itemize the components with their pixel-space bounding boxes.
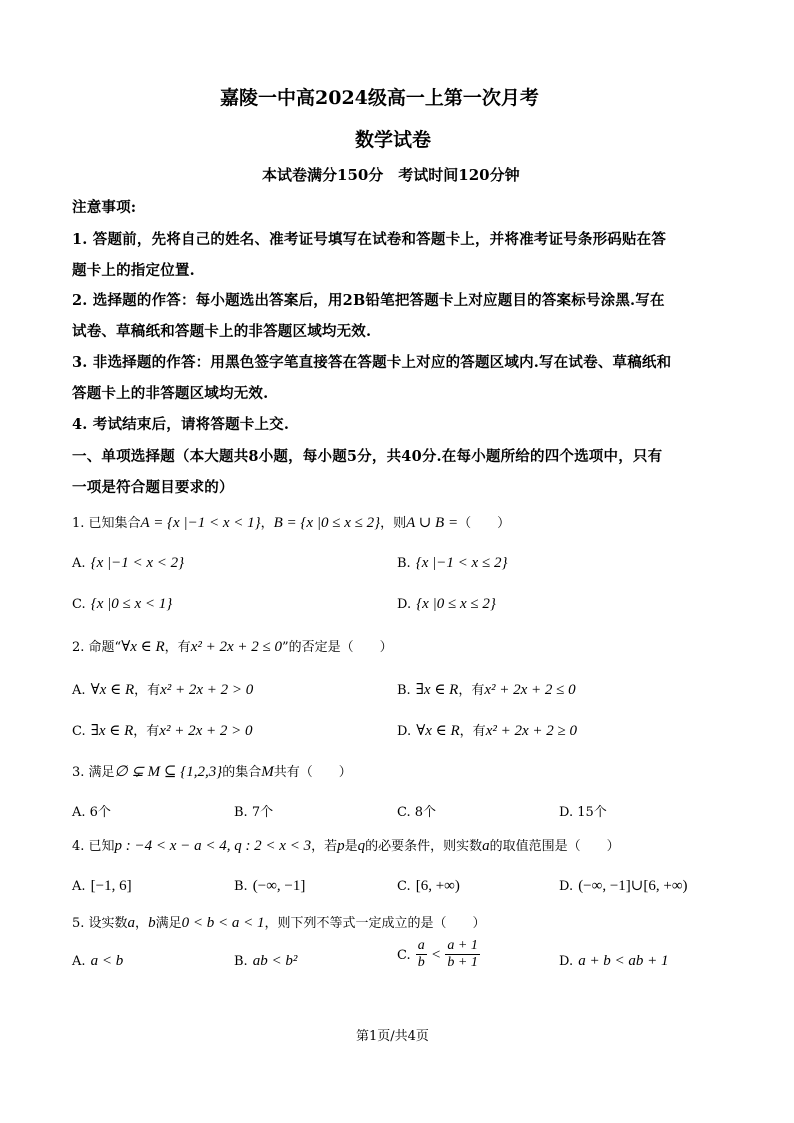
- option-letter: A.: [72, 879, 86, 894]
- q5-stem-suffix: ，则下列不等式一定成立的是（ ）: [264, 916, 486, 931]
- q1-paren: （ ）: [458, 516, 511, 531]
- q5-stem-mid: 满足: [155, 916, 182, 931]
- exam-title: 嘉陵一中高2024级高一上第一次月考: [220, 87, 539, 109]
- q1-expression: A ∪ B =: [406, 515, 459, 531]
- question-4-stem: [72, 835, 620, 855]
- option-letter: A.: [72, 556, 86, 571]
- q4-q: q: [357, 838, 366, 854]
- q4-conditions: p : −4 < x − a < 4, q : 2 < x < 3: [114, 838, 312, 854]
- question-5-stem: [72, 912, 485, 932]
- option-connector: ，有: [134, 683, 161, 698]
- option-letter: A.: [72, 683, 86, 698]
- note-1-line-2: 题卡上的指定位置.: [72, 262, 195, 279]
- q4-option-c[interactable]: [397, 875, 460, 895]
- q5-condition: 0 < b < a < 1: [181, 915, 265, 931]
- option-letter: C.: [397, 879, 411, 894]
- q5-option-c[interactable]: [397, 938, 480, 971]
- option-value: (−∞, −1]∪[6, +∞): [578, 878, 688, 894]
- note-2-line-2: 试卷、草稿纸和答题卡上的非答题区域均无效.: [72, 323, 372, 340]
- q2-option-d[interactable]: [397, 720, 577, 740]
- page-footer: 第1页/共4页: [356, 1029, 429, 1044]
- fraction-a-over-b: [416, 938, 427, 971]
- q5-a: a: [127, 915, 136, 931]
- option-letter: C.: [397, 948, 411, 963]
- option-value: {x |0 ≤ x < 1}: [90, 596, 173, 612]
- option-letter: D.: [559, 879, 574, 894]
- q3-stem-prefix: 3. 满足: [72, 765, 115, 780]
- option-value: a < b: [90, 953, 124, 969]
- q1-option-c[interactable]: [72, 593, 172, 613]
- q2-inequality: x² + 2x + 2 ≤ 0: [190, 639, 282, 655]
- q5-sep: ，: [135, 916, 149, 931]
- q2-quantifier: ∀x ∈ R: [121, 639, 165, 655]
- q4-option-d[interactable]: [559, 875, 688, 895]
- note-4: 4. 考试结束后，请将答题卡上交.: [72, 416, 290, 433]
- option-value: {x |−1 < x < 2}: [90, 555, 185, 571]
- q3-stem-mid: 的集合: [222, 765, 262, 780]
- q3-stem-suffix: 共有（ ）: [273, 765, 352, 780]
- q2-stem-mid: ，有: [164, 640, 191, 655]
- option-value: x² + 2x + 2 > 0: [160, 682, 254, 698]
- option-connector: ，有: [133, 724, 160, 739]
- numerator: a + 1: [447, 938, 478, 953]
- q2-stem-prefix: 2. 命题“: [72, 640, 122, 655]
- q1-comma: ，: [260, 516, 274, 531]
- q1-option-a[interactable]: [72, 552, 184, 572]
- question-2-stem: [72, 636, 393, 656]
- q1-set-b: B = {x |0 ≤ x ≤ 2}: [273, 515, 381, 531]
- q4-stem-prefix: 4. 已知: [72, 839, 115, 854]
- q3-set-relation: ∅ ⊊ M ⊆ {1,2,3}: [114, 764, 223, 780]
- note-2-line-1: 2. 选择题的作答：每小题选出答案后，用2B铅笔把答题卡上对应题目的答案标号涂黑.写在: [72, 292, 665, 309]
- question-1-stem: [72, 512, 510, 532]
- option-value: ab < b²: [252, 953, 298, 969]
- q3-option-b[interactable]: B. 7个: [234, 805, 274, 820]
- section-1-heading-line-2: 一项是符合题目要求的）: [72, 479, 234, 496]
- option-letter: B.: [397, 683, 411, 698]
- note-3-line-2: 答题卡上的非答题区域均无效.: [72, 385, 269, 402]
- option-quantifier: ∃x ∈ R: [415, 682, 459, 698]
- q2-option-b[interactable]: [397, 679, 576, 699]
- q4-stem-suffix: 的取值范围是（ ）: [489, 839, 620, 854]
- option-quantifier: ∃x ∈ R: [90, 723, 134, 739]
- option-letter: C.: [72, 597, 86, 612]
- option-value: {x |−1 < x ≤ 2}: [415, 555, 508, 571]
- q4-option-a[interactable]: [72, 875, 132, 895]
- q3-option-a[interactable]: A. 6个: [72, 805, 111, 820]
- q1-option-b[interactable]: [397, 552, 507, 572]
- q4-stem-cond: 的必要条件，则实数: [365, 839, 483, 854]
- option-connector: ，有: [458, 683, 485, 698]
- q1-option-d[interactable]: [397, 593, 496, 613]
- numerator: a: [417, 938, 425, 953]
- q5-option-a[interactable]: [72, 950, 123, 970]
- option-quantifier: ∀x ∈ R: [416, 723, 460, 739]
- q1-set-a: A = {x |−1 < x < 1}: [140, 515, 261, 531]
- q3-option-d[interactable]: D. 15个: [559, 805, 607, 820]
- option-value: [6, +∞): [415, 878, 460, 894]
- option-value: [−1, 6]: [90, 878, 132, 894]
- option-value: (−∞, −1]: [252, 878, 306, 894]
- denominator: b: [417, 955, 425, 970]
- q2-stem-suffix: ”的否定是（ ）: [281, 640, 393, 655]
- q4-a: a: [482, 838, 490, 854]
- option-letter: D.: [397, 597, 412, 612]
- option-letter: B.: [397, 556, 411, 571]
- option-letter: A.: [72, 954, 86, 969]
- q4-p: p: [337, 838, 345, 854]
- note-1-line-1: 1. 答题前，先将自己的姓名、准考证号填写在试卷和答题卡上，并将准考证号条形码贴在答: [72, 231, 667, 248]
- option-letter: C.: [72, 724, 86, 739]
- q5-stem-prefix: 5. 设实数: [72, 916, 128, 931]
- q1-stem-prefix: 1. 已知集合: [72, 516, 141, 531]
- q4-stem-if: ，若: [311, 839, 338, 854]
- q5-b: b: [148, 915, 156, 931]
- exam-subtitle: 数学试卷: [355, 129, 432, 151]
- q2-option-a[interactable]: [72, 679, 253, 699]
- q2-option-c[interactable]: [72, 720, 252, 740]
- q1-stem-then: ，则: [380, 516, 407, 531]
- fraction-a1-over-b1: [445, 938, 479, 971]
- q4-option-b[interactable]: [234, 875, 305, 895]
- denominator: b + 1: [447, 955, 478, 970]
- option-connector: ，有: [459, 724, 486, 739]
- option-value: {x |0 ≤ x ≤ 2}: [416, 596, 496, 612]
- q3-set-m: M: [261, 764, 274, 780]
- option-value: x² + 2x + 2 > 0: [159, 723, 253, 739]
- option-letter: D.: [397, 724, 412, 739]
- option-value: x² + 2x + 2 ≥ 0: [485, 723, 577, 739]
- note-3-line-1: 3. 非选择题的作答：用黑色签字笔直接答在答题卡上对应的答题区域内.写在试卷、草稿纸和: [72, 354, 672, 371]
- exam-info: 本试卷满分150分 考试时间120分钟: [262, 166, 520, 184]
- option-quantifier: ∀x ∈ R: [90, 682, 135, 698]
- option-letter: B.: [234, 954, 248, 969]
- notes-heading: 注意事项:: [72, 199, 137, 216]
- q4-stem-is: 是: [344, 839, 358, 854]
- question-3-stem: [72, 761, 352, 781]
- section-1-heading-line-1: 一、单项选择题（本大题共8小题，每小题5分，共40分.在每小题所给的四个选项中，只有: [72, 448, 663, 465]
- option-value: a + b < ab + 1: [578, 953, 669, 969]
- q5-option-d[interactable]: [559, 950, 669, 970]
- option-letter: B.: [234, 879, 248, 894]
- q5-option-b[interactable]: [234, 950, 297, 970]
- option-letter: D.: [559, 954, 574, 969]
- q3-option-c[interactable]: C. 8个: [397, 805, 437, 820]
- option-value: x² + 2x + 2 ≤ 0: [484, 682, 576, 698]
- less-than-sign: <: [431, 947, 441, 963]
